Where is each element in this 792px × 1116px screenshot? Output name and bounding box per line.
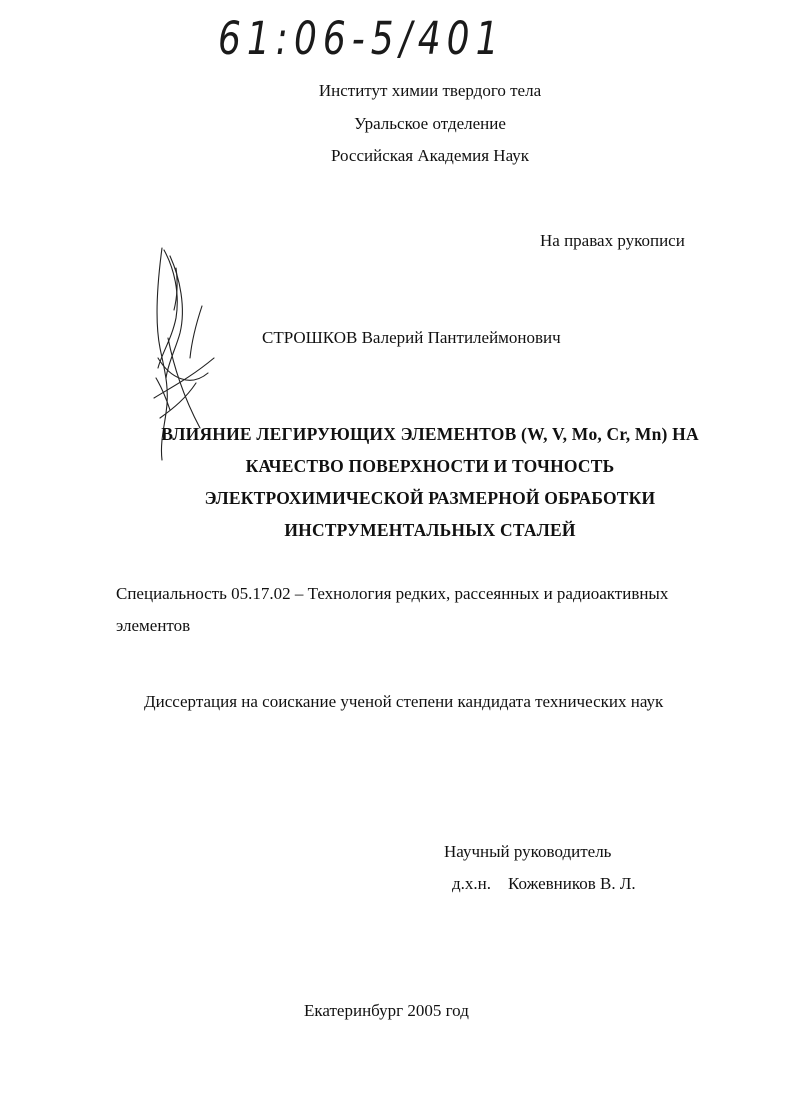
institution-name: Институт химии твердого тела [318, 81, 542, 100]
thesis-title-line-1: ВЛИЯНИЕ ЛЕГИРУЮЩИХ ЭЛЕМЕНТОВ (W, V, Mo, Cr, Mn) НА [161, 424, 699, 444]
thesis-title-line-2: КАЧЕСТВО ПОВЕРХНОСТИ И ТОЧНОСТЬ [245, 456, 615, 476]
specialty-line-1: Специальность 05.17.02 – Технология редких, рассеянных и радиоактивных [116, 584, 669, 603]
supervisor-label: Научный руководитель [444, 842, 612, 861]
manuscript-rights: На правах рукописи [540, 231, 685, 250]
supervisor-name: Кожевников В. Л. [508, 874, 636, 893]
supervisor-degree: д.х.н. [452, 874, 491, 893]
dissertation-statement: Диссертация на соискание ученой степени кандидата технических наук [144, 692, 664, 711]
thesis-title-line-3: ЭЛЕКТРОХИМИЧЕСКОЙ РАЗМЕРНОЙ ОБРАБОТКИ [204, 488, 656, 508]
specialty-line-2: элементов [116, 616, 191, 635]
archive-number-handwritten: 61:06-5/401 [218, 14, 505, 66]
institution-academy: Российская Академия Наук [330, 146, 530, 165]
author-name: СТРОШКОВ Валерий Пантилеймонович [262, 328, 561, 347]
thesis-title-line-4: ИНСТРУМЕНТАЛЬНЫХ СТАЛЕЙ [284, 520, 576, 540]
institution-branch: Уральское отделение [354, 114, 506, 133]
place-year: Екатеринбург 2005 год [304, 1001, 469, 1020]
